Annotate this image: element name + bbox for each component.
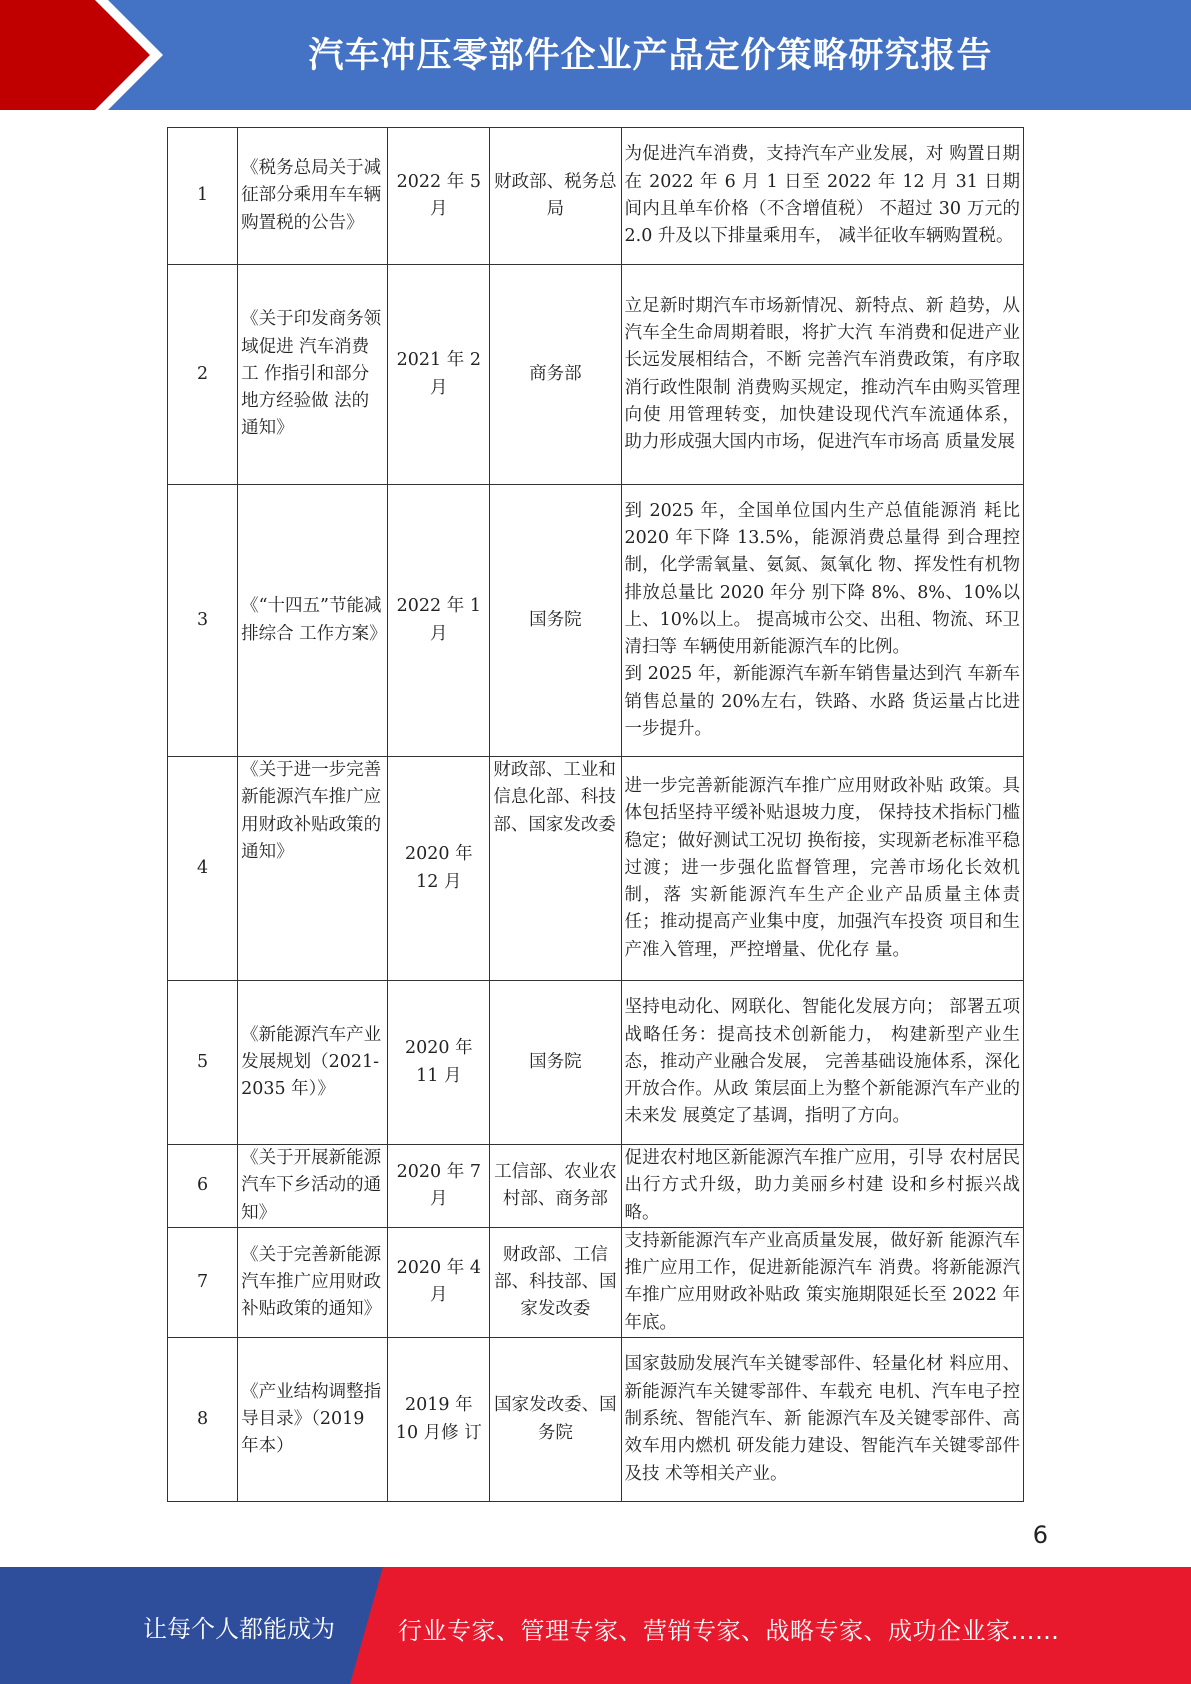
policy-date: 2022 年 5 月	[388, 128, 490, 265]
policy-table	[167, 127, 1024, 1502]
policy-content: 进一步完善新能源汽车推广应用财政补贴 政策。具体包括坚持平缓补贴退坡力度， 保持技术指标门槛稳定；做好测试工况切 换衔接，实现新老标准平稳过渡；进一步强化监督管理，完善市场化长效机制，落 实新能源汽车生产企业产品质量主体责 任；推动提高产业集中度，加强汽车投资 项目和生产准入管理，严控增量、优化存 量。	[621, 757, 1024, 981]
page-footer	[0, 1567, 1191, 1684]
policy-date: 2020 年 12 月	[388, 757, 490, 981]
policy-content: 支持新能源汽车产业高质量发展，做好新 能源汽车推广应用工作，促进新能源汽车 消费。将新能源汽车推广应用财政补贴政 策实施期限延长至 2022 年年底。	[621, 1227, 1024, 1337]
policy-name: 《产业结构调整指导目录》（2019 年本）	[238, 1338, 388, 1502]
table-row	[168, 981, 1024, 1145]
policy-date: 2020 年 7 月	[388, 1145, 490, 1228]
policy-department: 财政部、税务总局	[490, 128, 621, 265]
policy-department: 工信部、农业农村部、商务部	[490, 1145, 621, 1228]
policy-date: 2021 年 2 月	[388, 265, 490, 485]
policy-name: 《关于印发商务领域促进 汽车消费工 作指引和部分 地方经验做 法的通知》	[238, 265, 388, 485]
table-row	[168, 757, 1024, 981]
policy-content: 立足新时期汽车市场新情况、新特点、新 趋势，从汽车全生命周期着眼，将扩大汽 车消费和促进产业长远发展相结合，不断 完善汽车消费政策，有序取消行政性限制 消费购买规定，推动汽车由购买管理向使 用管理转变，加快建设现代汽车流通体系， 助力形成强大国内市场，促进汽车市场高 质量发展	[621, 265, 1024, 485]
policy-date: 2019 年 10 月修 订	[388, 1338, 490, 1502]
policy-content-paragraph: 到 2025 年，新能源汽车新车销售量达到汽 车新车销售总量的 20%左右，铁路、水路 货运量占比进一步提升。	[624, 664, 1020, 740]
table-row	[168, 1227, 1024, 1337]
row-number: 1	[168, 128, 238, 265]
policy-content	[621, 485, 1024, 757]
policy-department: 财政部、工业和信息化部、科技部、国家发改委	[490, 757, 621, 981]
policy-content: 国家鼓励发展汽车关键零部件、轻量化材 料应用、新能源汽车关键零部件、车载充 电机、汽车电子控制系统、智能汽车、新 能源汽车及关键零部件、高效车用内燃机 研发能力建设、智能汽车关键零部件及技 术等相关产业。	[621, 1338, 1024, 1502]
report-title: 汽车冲压零部件企业产品定价策略研究报告	[308, 36, 993, 76]
policy-content: 促进农村地区新能源汽车推广应用，引导 农村居民出行方式升级，助力美丽乡村建 设和乡村振兴战略。	[621, 1145, 1024, 1228]
policy-content-paragraph: 到 2025 年，全国单位国内生产总值能源消 耗比 2020 年下降 13.5%，能源消费总量得 到合理控制，化学需氧量、氨氮、氮氧化 物、挥发性有机物排放总量比 2020 年分 别下降 8%、8%、10%以上、10%以上。 提高城市公交、出租、物流、环卫清扫等 车辆使用新能源汽车的比例。	[624, 500, 1020, 658]
table-row	[168, 128, 1024, 265]
policy-name: 《税务总局关于减征部分乘用车车辆购置税的公告》	[238, 128, 388, 265]
table-row	[168, 485, 1024, 757]
policy-date: 2020 年 11 月	[388, 981, 490, 1145]
table-row	[168, 1338, 1024, 1502]
policy-department: 商务部	[490, 265, 621, 485]
policy-content: 坚持电动化、网联化、智能化发展方向； 部署五项战略任务：提高技术创新能力， 构建新型产业生态，推动产业融合发展， 完善基础设施体系，深化开放合作。从政 策层面上为整个新能源汽车产业的未来发 展奠定了基调，指明了方向。	[621, 981, 1024, 1145]
row-number: 8	[168, 1338, 238, 1502]
policy-department: 国务院	[490, 981, 621, 1145]
policy-department: 国务院	[490, 485, 621, 757]
policy-name: 《新能源汽车产业发展规划（2021-2035 年）》	[238, 981, 388, 1145]
policy-department: 国家发改委、国务院	[490, 1338, 621, 1502]
table-row	[168, 1145, 1024, 1228]
row-number: 5	[168, 981, 238, 1145]
policy-department: 财政部、工信部、科技部、国家发改委	[490, 1227, 621, 1337]
page-header	[0, 0, 1191, 110]
policy-name: 《关于进一步完善新能源汽车推广应用财政补贴政策的通知》	[238, 757, 388, 981]
policy-date: 2020 年 4 月	[388, 1227, 490, 1337]
page-number: 6	[1032, 1521, 1048, 1549]
policy-name: 《“十四五”节能减排综合 工作方案》	[238, 485, 388, 757]
policy-name: 《关于完善新能源汽车推广应用财政补贴政策的通知》	[238, 1227, 388, 1337]
row-number: 4	[168, 757, 238, 981]
footer-slogan-right: 行业专家、管理专家、营销专家、战略专家、成功企业家……	[398, 1617, 1060, 1645]
policy-date: 2022 年 1 月	[388, 485, 490, 757]
row-number: 7	[168, 1227, 238, 1337]
policy-content: 为促进汽车消费，支持汽车产业发展，对 购置日期在 2022 年 6 月 1 日至 2022 年 12 月 31 日期间内且单车价格（不含增值税） 不超过 30 万元的 2.0 升及以下排量乘用车， 减半征收车辆购置税。	[621, 128, 1024, 265]
row-number: 6	[168, 1145, 238, 1228]
policy-name: 《关于开展新能源汽车下乡活动的通知》	[238, 1145, 388, 1228]
row-number: 3	[168, 485, 238, 757]
footer-slogan-left: 让每个人都能成为	[143, 1615, 335, 1643]
table-row	[168, 265, 1024, 485]
row-number: 2	[168, 265, 238, 485]
